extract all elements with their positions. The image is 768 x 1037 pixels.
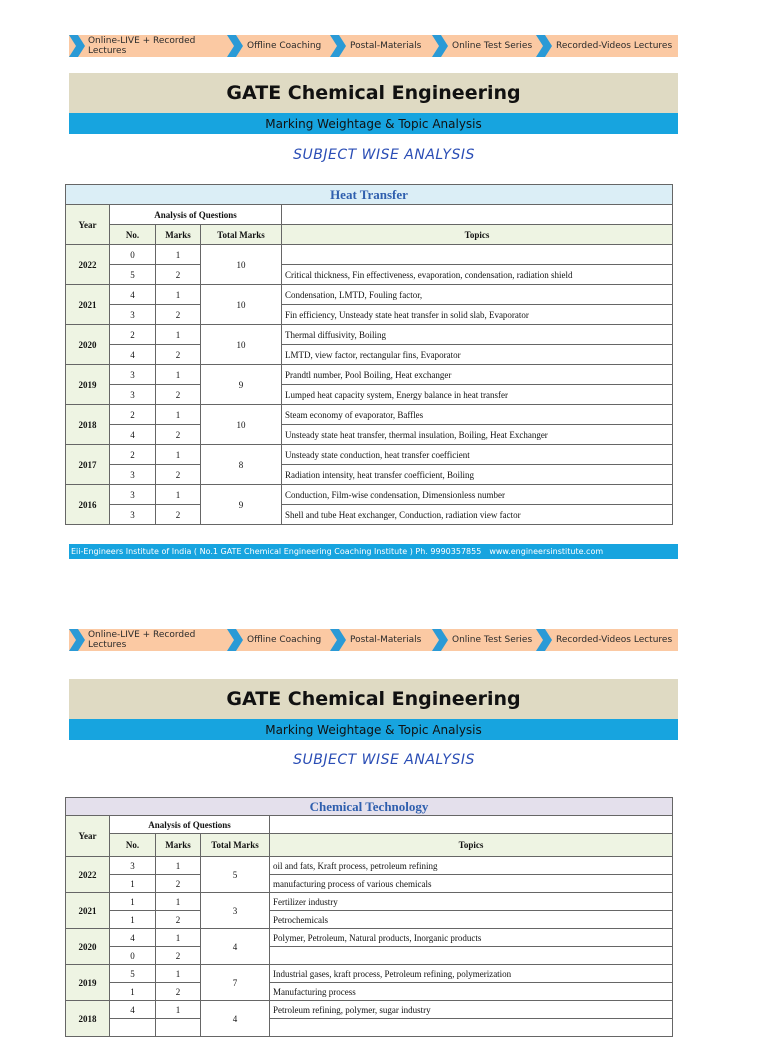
no-cell: 2 <box>110 325 156 345</box>
marks-cell: 1 <box>156 285 201 305</box>
marks-cell: 1 <box>156 1001 201 1019</box>
marks-cell: 1 <box>156 965 201 983</box>
table-row <box>66 505 673 525</box>
chevron-right-icon <box>536 629 552 651</box>
total-marks-cell: 3 <box>201 893 270 929</box>
topics-cell: LMTD, view factor, rectangular fins, Evaporator <box>282 345 673 365</box>
nav-bar <box>69 629 678 651</box>
table-row <box>66 325 673 345</box>
table-row <box>66 365 673 385</box>
year-cell: 2022 <box>66 857 110 893</box>
year-cell: 2017 <box>66 445 110 485</box>
topics-cell: Thermal diffusivity, Boiling <box>282 325 673 345</box>
no-cell: 4 <box>110 1001 156 1019</box>
topics-cell <box>270 947 673 965</box>
chevron-right-icon <box>227 629 243 651</box>
nav-label: Recorded-Videos Lectures <box>556 41 673 51</box>
table-title: Chemical Technology <box>66 798 673 816</box>
table-row <box>66 911 673 929</box>
marks-cell: 2 <box>156 875 201 893</box>
footer-text: Eii-Engineers Institute of India ( No.1 GATE Chemical Engineering Coaching Institute ) Ph. 9990357855 <box>71 547 482 556</box>
col-topics: Topics <box>282 225 673 245</box>
marks-cell: 1 <box>156 893 201 911</box>
nav-label: Online-LIVE + Recorded Lectures <box>87 630 196 650</box>
marks-cell: 1 <box>156 365 201 385</box>
col-total: Total Marks <box>201 834 270 857</box>
topics-cell: Polymer, Petroleum, Natural products, Inorganic products <box>270 929 673 947</box>
col-blank <box>282 205 673 225</box>
table-row <box>66 965 673 983</box>
marks-cell: 2 <box>156 911 201 929</box>
marks-cell: 1 <box>156 857 201 875</box>
chevron-right-icon <box>69 35 84 57</box>
marks-cell: 1 <box>156 445 201 465</box>
year-cell: 2019 <box>66 965 110 1001</box>
col-year: Year <box>66 205 110 245</box>
topics-cell: Conduction, Film-wise condensation, Dimensionless number <box>282 485 673 505</box>
year-cell: 2018 <box>66 1001 110 1037</box>
chevron-right-icon <box>536 35 552 57</box>
marks-cell: 1 <box>156 929 201 947</box>
no-cell: 3 <box>110 465 156 485</box>
total-marks-cell: 10 <box>201 325 282 365</box>
year-cell: 2021 <box>66 893 110 929</box>
heat-transfer-table <box>65 184 673 525</box>
no-cell: 2 <box>110 445 156 465</box>
table-row <box>66 465 673 485</box>
total-marks-cell: 10 <box>201 285 282 325</box>
table-title: Heat Transfer <box>66 185 673 205</box>
table-row <box>66 305 673 325</box>
year-cell: 2022 <box>66 245 110 285</box>
col-year: Year <box>66 816 110 857</box>
marks-cell: 2 <box>156 305 201 325</box>
chemical-technology-table <box>65 797 673 1037</box>
no-cell: 5 <box>110 265 156 285</box>
year-cell: 2016 <box>66 485 110 525</box>
subject-heading: SUBJECT WISE ANALYSIS <box>293 752 475 768</box>
footer-bar <box>69 544 678 559</box>
marks-cell <box>156 1019 201 1037</box>
marks-cell: 2 <box>156 505 201 525</box>
year-cell: 2019 <box>66 365 110 405</box>
nav-item-test-series[interactable] <box>432 35 536 57</box>
col-marks: Marks <box>156 834 201 857</box>
total-marks-cell: 7 <box>201 965 270 1001</box>
total-marks-cell: 10 <box>201 245 282 285</box>
col-no: No. <box>110 225 156 245</box>
marks-cell: 2 <box>156 345 201 365</box>
nav-label: Online Test Series <box>452 41 533 51</box>
topics-cell: Manufacturing process <box>270 983 673 1001</box>
no-cell: 3 <box>110 385 156 405</box>
col-no: No. <box>110 834 156 857</box>
no-cell: 4 <box>110 285 156 305</box>
nav-item-online-live[interactable] <box>69 629 227 651</box>
marks-cell: 2 <box>156 385 201 405</box>
table-row <box>66 983 673 1001</box>
col-topics: Topics <box>270 834 673 857</box>
table-row <box>66 265 673 285</box>
nav-label: Offline Coaching <box>247 635 322 645</box>
topics-cell: Petrochemicals <box>270 911 673 929</box>
marks-cell: 2 <box>156 465 201 485</box>
col-analysis: Analysis of Questions <box>110 205 282 225</box>
nav-label: Postal-Materials <box>350 635 422 645</box>
no-cell: 0 <box>110 245 156 265</box>
marks-cell: 1 <box>156 245 201 265</box>
nav-item-postal[interactable] <box>330 35 432 57</box>
topics-cell <box>270 1019 673 1037</box>
nav-item-test-series[interactable] <box>432 629 536 651</box>
table-row <box>66 345 673 365</box>
nav-bar <box>69 35 678 57</box>
nav-item-online-live[interactable] <box>69 35 227 57</box>
topics-cell <box>282 245 673 265</box>
chevron-right-icon <box>330 629 346 651</box>
no-cell: 3 <box>110 485 156 505</box>
chevron-right-icon <box>432 629 448 651</box>
total-marks-cell: 10 <box>201 405 282 445</box>
no-cell: 0 <box>110 947 156 965</box>
table-row <box>66 425 673 445</box>
table-row <box>66 929 673 947</box>
topics-cell: Petroleum refining, polymer, sugar industry <box>270 1001 673 1019</box>
table-row <box>66 385 673 405</box>
total-marks-cell: 9 <box>201 365 282 405</box>
topics-cell: Fertilizer industry <box>270 893 673 911</box>
table-row <box>66 857 673 875</box>
no-cell: 1 <box>110 893 156 911</box>
total-marks-cell: 5 <box>201 857 270 893</box>
marks-cell: 1 <box>156 325 201 345</box>
table-row <box>66 1001 673 1019</box>
page-title: GATE Chemical Engineering <box>69 679 678 719</box>
table-row <box>66 875 673 893</box>
nav-item-recorded[interactable] <box>536 35 678 57</box>
topics-cell: Lumped heat capacity system, Energy balance in heat transfer <box>282 385 673 405</box>
no-cell <box>110 1019 156 1037</box>
nav-item-recorded[interactable] <box>536 629 678 651</box>
nav-label: Offline Coaching <box>247 41 322 51</box>
topics-cell: Industrial gases, kraft process, Petroleum refining, polymerization <box>270 965 673 983</box>
table-row <box>66 1019 673 1037</box>
nav-label: Postal-Materials <box>350 41 422 51</box>
topics-cell: Critical thickness, Fin effectiveness, evaporation, condensation, radiation shield <box>282 265 673 285</box>
no-cell: 1 <box>110 983 156 1001</box>
topics-cell: Condensation, LMTD, Fouling factor, <box>282 285 673 305</box>
topics-cell: Fin efficiency, Unsteady state heat transfer in solid slab, Evaporator <box>282 305 673 325</box>
chevron-right-icon <box>330 35 346 57</box>
chevron-right-icon <box>69 629 84 651</box>
no-cell: 3 <box>110 857 156 875</box>
year-cell: 2020 <box>66 325 110 365</box>
total-marks-cell: 9 <box>201 485 282 525</box>
table-row <box>66 445 673 465</box>
col-total: Total Marks <box>201 225 282 245</box>
table-row <box>66 405 673 425</box>
year-cell: 2018 <box>66 405 110 445</box>
nav-item-postal[interactable] <box>330 629 432 651</box>
no-cell: 3 <box>110 365 156 385</box>
total-marks-cell: 4 <box>201 929 270 965</box>
marks-cell: 1 <box>156 405 201 425</box>
nav-item-offline[interactable] <box>227 629 330 651</box>
page-title: GATE Chemical Engineering <box>69 73 678 113</box>
col-blank <box>270 816 673 834</box>
table-row <box>66 893 673 911</box>
year-cell: 2021 <box>66 285 110 325</box>
page-subtitle: Marking Weightage & Topic Analysis <box>69 719 678 740</box>
topics-cell: Steam economy of evaporator, Baffles <box>282 405 673 425</box>
footer-website-link[interactable]: www.engineersinstitute.com <box>489 547 604 556</box>
topics-cell: Prandtl number, Pool Boiling, Heat exchanger <box>282 365 673 385</box>
topics-cell: Unsteady state heat transfer, thermal insulation, Boiling, Heat Exchanger <box>282 425 673 445</box>
total-marks-cell: 8 <box>201 445 282 485</box>
marks-cell: 2 <box>156 265 201 285</box>
nav-item-offline[interactable] <box>227 35 330 57</box>
no-cell: 1 <box>110 875 156 893</box>
table-row <box>66 245 673 265</box>
table-row <box>66 485 673 505</box>
topics-cell: oil and fats, Kraft process, petroleum refining <box>270 857 673 875</box>
nav-label: Online Test Series <box>452 635 533 645</box>
year-cell: 2020 <box>66 929 110 965</box>
total-marks-cell: 4 <box>201 1001 270 1037</box>
col-analysis: Analysis of Questions <box>110 816 270 834</box>
no-cell: 3 <box>110 505 156 525</box>
topics-cell: Unsteady state conduction, heat transfer coefficient <box>282 445 673 465</box>
topics-cell: manufacturing process of various chemicals <box>270 875 673 893</box>
no-cell: 3 <box>110 305 156 325</box>
chevron-right-icon <box>227 35 243 57</box>
table-row <box>66 947 673 965</box>
no-cell: 1 <box>110 911 156 929</box>
nav-label: Online-LIVE + Recorded Lectures <box>87 36 196 56</box>
topics-cell: Radiation intensity, heat transfer coefficient, Boiling <box>282 465 673 485</box>
marks-cell: 2 <box>156 983 201 1001</box>
marks-cell: 2 <box>156 947 201 965</box>
table-row <box>66 285 673 305</box>
col-marks: Marks <box>156 225 201 245</box>
chevron-right-icon <box>432 35 448 57</box>
nav-label: Recorded-Videos Lectures <box>556 635 673 645</box>
page-subtitle: Marking Weightage & Topic Analysis <box>69 113 678 134</box>
subject-heading: SUBJECT WISE ANALYSIS <box>293 147 475 163</box>
marks-cell: 2 <box>156 425 201 445</box>
no-cell: 4 <box>110 345 156 365</box>
no-cell: 4 <box>110 929 156 947</box>
marks-cell: 1 <box>156 485 201 505</box>
no-cell: 4 <box>110 425 156 445</box>
no-cell: 2 <box>110 405 156 425</box>
topics-cell: Shell and tube Heat exchanger, Conduction, radiation view factor <box>282 505 673 525</box>
no-cell: 5 <box>110 965 156 983</box>
